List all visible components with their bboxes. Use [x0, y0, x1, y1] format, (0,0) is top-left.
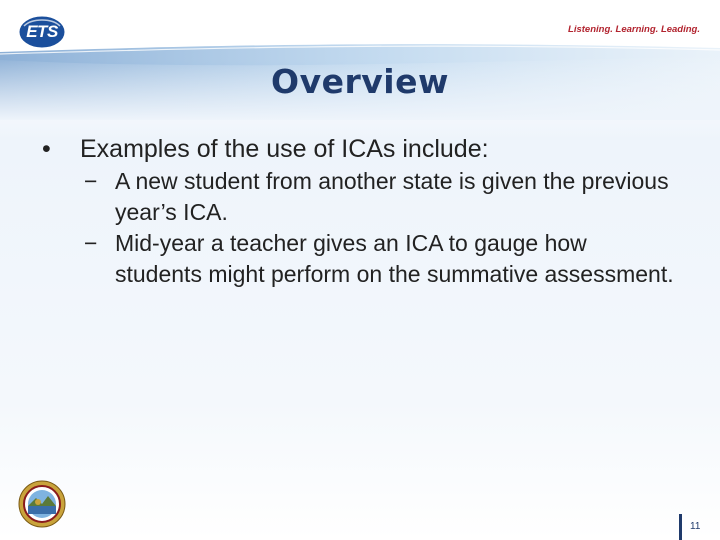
- bullet-text: Examples of the use of ICAs include:: [80, 135, 489, 163]
- sub-bullet-text: A new student from another state is given the previous year’s ICA.: [115, 168, 669, 225]
- tagline: Listening. Learning. Leading.: [568, 24, 700, 35]
- bullet-marker: •: [42, 135, 51, 163]
- sub-bullet-marker: −: [84, 168, 98, 194]
- page-number: 11: [690, 521, 701, 532]
- footer-divider: [679, 514, 682, 540]
- sub-bullet-marker: −: [84, 230, 98, 256]
- sub-bullet-text: Mid-year a teacher gives an ICA to gauge how students might perform on the summative assessment.: [115, 230, 674, 287]
- ets-logo: [18, 14, 66, 50]
- header-band: [0, 0, 720, 120]
- slide-title: Overview: [271, 62, 449, 101]
- logo-text: ETS: [26, 22, 58, 41]
- california-state-seal-icon: [18, 480, 66, 528]
